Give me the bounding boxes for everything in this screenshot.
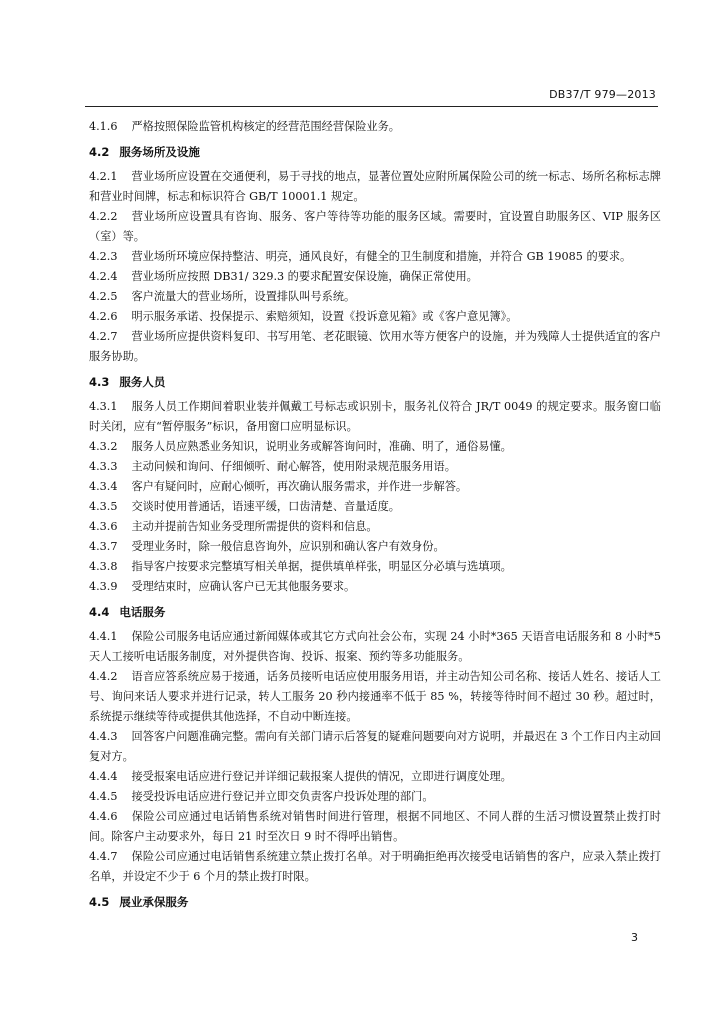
- clause-number: 4.3.1: [89, 400, 118, 413]
- clause-paragraph: [89, 807, 661, 847]
- clause-text: 交谈时使用普通话，语速平缓，口齿清楚、音量适度。: [131, 500, 400, 513]
- clause-paragraph: [89, 307, 661, 327]
- clause-text: 主动并提前告知业务受理所需提供的资料和信息。: [131, 520, 378, 533]
- clause-text: 语音应答系统应易于接通，话务员接听电话应使用服务用语，并主动告知公司名称、接话人姓名、接话人工号、询问来话人要求并进行记录，转人工服务 20 秒内接通率不低于 85 %，转接等待时间不超过 30 秒。超过时，系统提示继续等待或提供其他选择，不自动中断连接。: [89, 670, 661, 723]
- section-title: 服务场所及设施: [119, 145, 200, 159]
- clause-number: 4.2.2: [89, 210, 118, 223]
- clause-text: 服务人员应熟悉业务知识，说明业务或解答询问时，准确、明了，通俗易懂。: [131, 440, 512, 453]
- clause-paragraph: [89, 397, 661, 437]
- clause-number: 4.2.6: [89, 310, 118, 323]
- section-heading: [89, 892, 661, 912]
- clause-paragraph: [89, 437, 661, 457]
- clause-text: 保险公司服务电话应通过新闻媒体或其它方式向社会公布，实现 24 小时*365 天语音电话服务和 8 小时*5 天人工接听电话服务制度，对外提供咨询、投诉、报案、预约等多功能服务。: [89, 630, 661, 663]
- clause-number: 4.3.7: [89, 540, 118, 553]
- clause-text: 营业场所应按照 DB31/ 329.3 的要求配置安保设施，确保正常使用。: [131, 270, 478, 283]
- clause-number: 4.2.7: [89, 330, 118, 343]
- clause-number: 4.2.1: [89, 170, 118, 183]
- section-heading: [89, 372, 661, 392]
- clause-number: 4.4.6: [89, 810, 118, 823]
- clause-number: 4.4.1: [89, 630, 118, 643]
- section-title: 服务人员: [119, 375, 166, 389]
- document-body: [89, 117, 661, 917]
- clause-paragraph: [89, 517, 661, 537]
- clause-text: 营业场所应设置在交通便利，易于寻找的地点，显著位置处应附所属保险公司的统一标志、场所名称标志牌和营业时间牌，标志和标识符合 GB/T 10001.1 规定。: [89, 170, 661, 203]
- document-id-header: DB37/T 979—2013: [549, 88, 656, 101]
- clause-paragraph: [89, 727, 661, 767]
- clause-paragraph: [89, 457, 661, 477]
- clause-number: 4.3.5: [89, 500, 118, 513]
- clause-number: 4.2.5: [89, 290, 118, 303]
- section-heading: [89, 602, 661, 622]
- clause-number: 4.3.8: [89, 560, 118, 573]
- clause-paragraph: [89, 627, 661, 667]
- clause-text: 接受投诉电话应进行登记并立即交负责客户投诉处理的部门。: [131, 790, 434, 803]
- clause-text: 主动问候和询问、仔细倾听、耐心解答，使用附录规范服务用语。: [131, 460, 456, 473]
- clause-number: 4.2.4: [89, 270, 118, 283]
- clause-number: 4.3.2: [89, 440, 118, 453]
- clause-number: 4.4.5: [89, 790, 118, 803]
- clause-paragraph: [89, 767, 661, 787]
- clause-paragraph: [89, 327, 661, 367]
- clause-number: 4.4.4: [89, 770, 118, 783]
- section-heading: [89, 142, 661, 162]
- clause-number: 4.4.3: [89, 730, 118, 743]
- clause-paragraph: [89, 287, 661, 307]
- clause-text: 指导客户按要求完整填写相关单据，提供填单样张，明显区分必填与选填项。: [131, 560, 512, 573]
- clause-text: 营业场所环境应保持整洁、明亮，通风良好，有健全的卫生制度和措施，并符合 GB 19085 的要求。: [131, 250, 632, 263]
- clause-text: 客户有疑问时，应耐心倾听，再次确认服务需求，并作进一步解答。: [131, 480, 468, 493]
- clause-paragraph: [89, 497, 661, 517]
- clause-text: 服务人员工作期间着职业装并佩戴工号标志或识别卡，服务礼仪符合 JR/T 0049 的规定要求。服务窗口临时关闭，应有“暂停服务”标识，备用窗口应明显标识。: [89, 400, 661, 433]
- clause-paragraph: [89, 267, 661, 287]
- clause-text: 接受报案电话应进行登记并详细记载报案人提供的情况，立即进行调度处理。: [131, 770, 512, 783]
- clause-number: 4.1.6: [89, 120, 118, 133]
- section-number: 4.4: [89, 605, 110, 619]
- clause-paragraph: [89, 787, 661, 807]
- header-rule: [85, 106, 658, 107]
- section-number: 4.3: [89, 375, 110, 389]
- section-number: 4.2: [89, 145, 110, 159]
- clause-text: 营业场所应提供资料复印、书写用笔、老花眼镜、饮用水等方便客户的设施，并为残障人士提供适宜的客户服务协助。: [89, 330, 661, 363]
- clause-paragraph: [89, 847, 661, 887]
- clause-text: 严格按照保险监管机构核定的经营范围经营保险业务。: [131, 120, 400, 133]
- clause-paragraph: [89, 667, 661, 727]
- clause-text: 受理业务时，除一般信息咨询外，应识别和确认客户有效身份。: [131, 540, 445, 553]
- clause-paragraph: [89, 167, 661, 207]
- clause-number: 4.3.9: [89, 580, 118, 593]
- section-number: 4.5: [89, 895, 110, 909]
- clause-text: 回答客户问题准确完整。需向有关部门请示后答复的疑难问题要向对方说明，并最迟在 3 个工作日内主动回复对方。: [89, 730, 661, 763]
- clause-number: 4.2.3: [89, 250, 118, 263]
- clause-paragraph: [89, 577, 661, 597]
- clause-number: 4.3.6: [89, 520, 118, 533]
- clause-paragraph: [89, 207, 661, 247]
- clause-paragraph: [89, 537, 661, 557]
- clause-paragraph: [89, 247, 661, 267]
- clause-number: 4.4.2: [89, 670, 118, 683]
- clause-paragraph: [89, 557, 661, 577]
- clause-text: 营业场所应设置具有咨询、服务、客户等待等功能的服务区域。需要时，宜设置自助服务区、VIP 服务区（室）等。: [89, 210, 661, 243]
- clause-number: 4.3.4: [89, 480, 118, 493]
- clause-paragraph: [89, 477, 661, 497]
- clause-text: 客户流量大的营业场所，设置排队叫号系统。: [131, 290, 356, 303]
- clause-text: 受理结束时，应确认客户已无其他服务要求。: [131, 580, 356, 593]
- clause-number: 4.3.3: [89, 460, 118, 473]
- clause-paragraph: [89, 117, 661, 137]
- clause-text: 保险公司应通过电话销售系统建立禁止拨打名单。对于明确拒绝再次接受电话销售的客户，应录入禁止拨打名单，并设定不少于 6 个月的禁止拨打时限。: [89, 850, 661, 883]
- section-title: 展业承保服务: [119, 895, 189, 909]
- clause-text: 保险公司应通过电话销售系统对销售时间进行管理，根据不同地区、不同人群的生活习惯设置禁止拨打时间。除客户主动要求外，每日 21 时至次日 9 时不得呼出销售。: [89, 810, 661, 843]
- clause-number: 4.4.7: [89, 850, 118, 863]
- page-number: 3: [631, 931, 638, 944]
- section-title: 电话服务: [119, 605, 166, 619]
- clause-text: 明示服务承诺、投保提示、索赔须知，设置《投诉意见箱》或《客户意见簿》。: [131, 310, 518, 323]
